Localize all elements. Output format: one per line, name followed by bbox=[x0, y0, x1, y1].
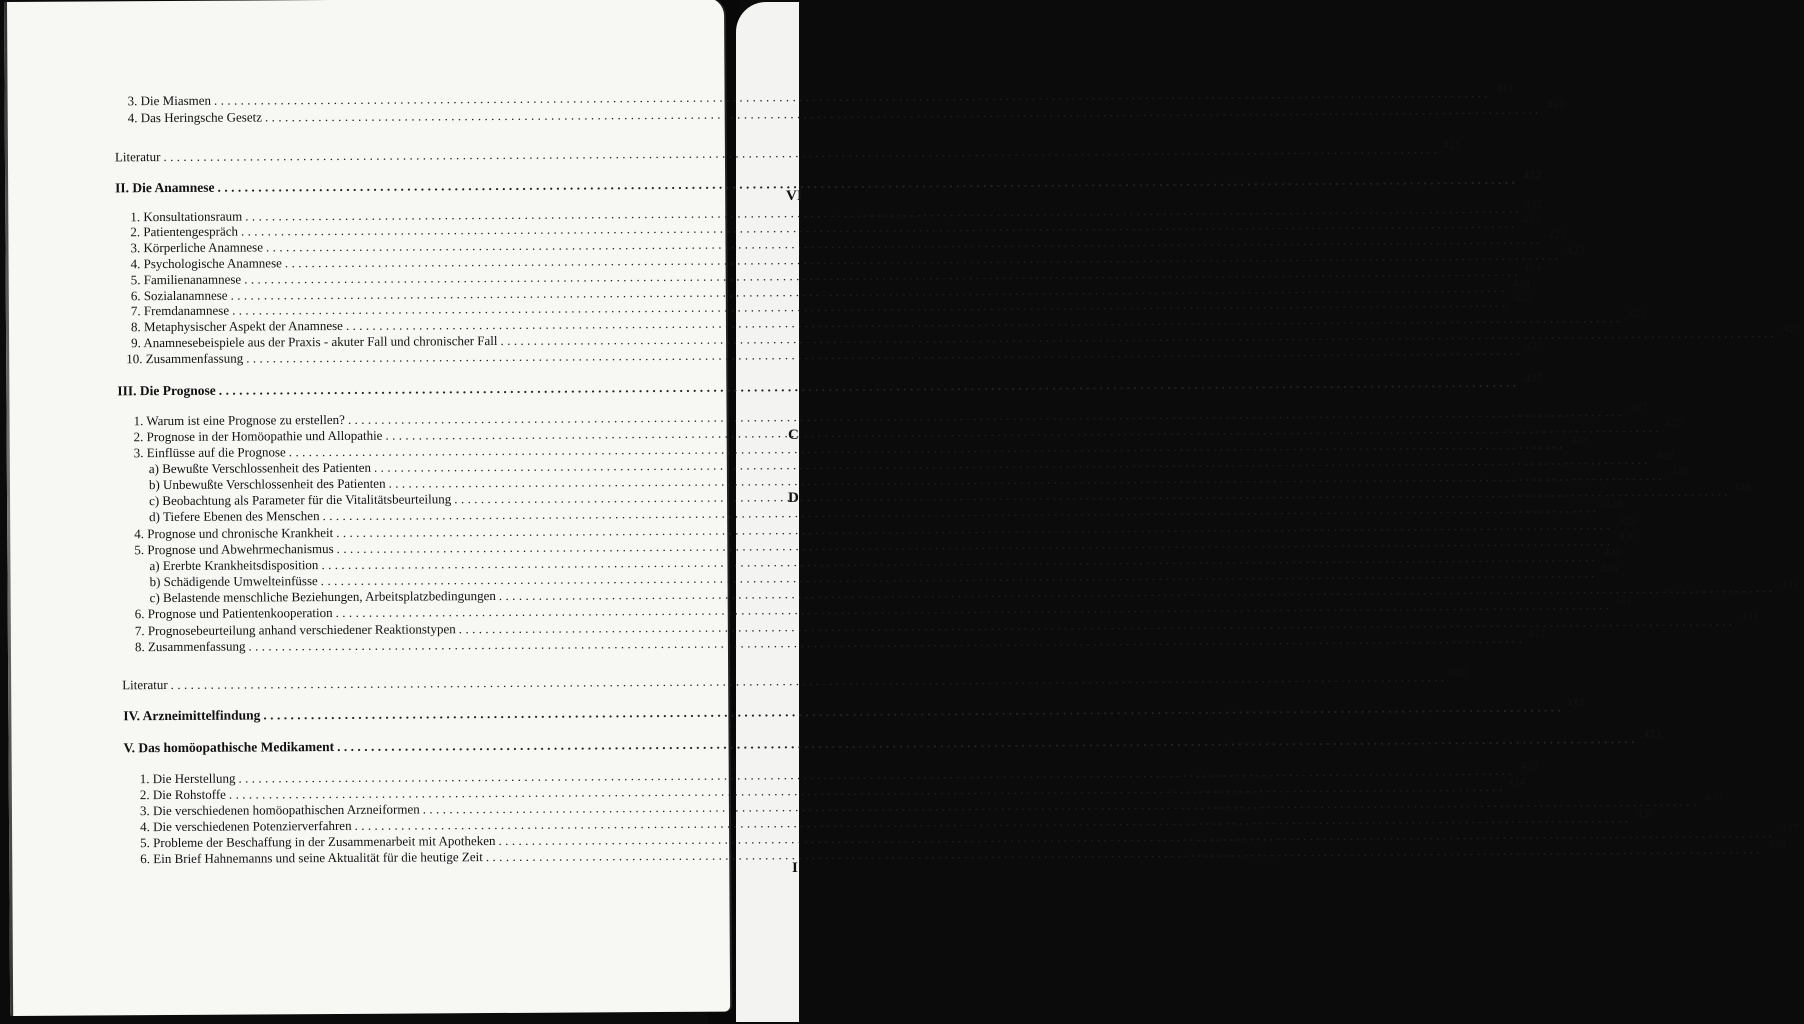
toc-page-number: .438 bbox=[1764, 837, 1786, 852]
toc-entry-title: IV. Arzneimittelfindung bbox=[123, 707, 261, 724]
facing-page-fragment: D bbox=[788, 490, 799, 506]
toc-page-number: .425 bbox=[1624, 305, 1646, 321]
toc-page-number: .429 bbox=[1614, 513, 1636, 528]
toc-page-number: 434 bbox=[1507, 774, 1526, 789]
toc-section-heading bbox=[123, 726, 1661, 757]
toc-page-number: .425 bbox=[1779, 321, 1801, 336]
toc-page-number: .417 bbox=[1492, 80, 1514, 95]
toc-entry-title: 4. Prognose und chronische Krankheit bbox=[134, 524, 334, 542]
toc-entry-title: 5. Probleme der Beschaffung in der Zusammenarbeit mit Apotheken bbox=[140, 833, 496, 851]
toc-entry-title: c) Beobachtung als Parameter für die Vitalitätsbeurteilung bbox=[149, 491, 452, 509]
toc-page-number: .435 bbox=[1701, 789, 1723, 804]
toc-entry-title: 1. Die Herstellung bbox=[139, 770, 236, 787]
toc-page-number: 432 bbox=[1527, 626, 1546, 641]
toc-page-number: .431 bbox=[1777, 576, 1799, 591]
toc-entry-title: c) Belastende menschliche Beziehungen, Arbeitsplatzbedingungen bbox=[149, 588, 496, 606]
toc-entry-title: 3. Einflüsse auf die Prognose bbox=[133, 444, 286, 461]
toc-page-number: 430 bbox=[1599, 561, 1618, 576]
toc-page-number: .428 bbox=[1652, 447, 1674, 462]
toc-page-number: .424 bbox=[1510, 290, 1532, 305]
toc-dot-leader bbox=[171, 669, 1448, 692]
toc-page-number: .422 bbox=[1519, 211, 1541, 226]
toc-dot-leader bbox=[219, 375, 1520, 398]
toc-dot-leader bbox=[263, 699, 1564, 722]
toc-entry-title: Literatur bbox=[122, 677, 168, 693]
toc-page-number: .428 bbox=[1601, 496, 1623, 511]
toc-entry-title: a) Ererbte Krankheitsdisposition bbox=[149, 557, 319, 574]
toc-page-number: .430 bbox=[1600, 545, 1622, 560]
toc-page-number: .433 bbox=[1517, 758, 1539, 773]
toc-section-heading bbox=[117, 370, 1543, 400]
toc-entry-title: III. Die Prognose bbox=[117, 382, 216, 399]
toc-page-number: .428 bbox=[1567, 432, 1589, 447]
toc-dot-leader bbox=[337, 731, 1638, 754]
toc-entry-title: 6. Sozialanamnese bbox=[130, 287, 228, 304]
toc-entry-title: 1. Warum ist eine Prognose zu erstellen? bbox=[133, 411, 345, 429]
book-page bbox=[4, 0, 1801, 1016]
toc-entry-title: 4. Das Heringsche Gesetz bbox=[127, 109, 263, 126]
toc-entry-title: 2. Prognose in der Homöopathie und Allopathie bbox=[133, 427, 383, 445]
toc-entry-title: 5. Prognose und Abwehrmechanismus bbox=[134, 540, 334, 558]
toc-entry-title: 7. Fremdanamnese bbox=[130, 302, 230, 319]
toc-entry bbox=[114, 137, 1461, 166]
toc-page-number: .430 bbox=[1615, 529, 1637, 544]
toc-page-number: 427 bbox=[1524, 338, 1543, 353]
toc-entry bbox=[122, 665, 1468, 694]
toc-entry-title: V. Das homöopathische Medikament bbox=[123, 738, 335, 756]
toc-page-number: 427 bbox=[1664, 415, 1683, 430]
toc-entry-title: 6. Ein Brief Hahnemanns und seine Aktualität für die heutige Zeit bbox=[140, 849, 483, 867]
toc-page-number: 428 bbox=[1732, 479, 1752, 494]
toc-entry-title: II. Die Anamnese bbox=[115, 179, 215, 196]
toc-entry-title: 3. Die verschiedenen homöopathischen Arzneiformen bbox=[139, 801, 420, 819]
toc-page-number: .423 bbox=[1563, 243, 1585, 258]
toc-entry-title: 6. Prognose und Patientenkooperation bbox=[134, 605, 333, 622]
toc-section-heading bbox=[123, 695, 1585, 725]
toc-entry-title: 7. Prognosebeurteilung anhand verschiedener Reaktionstypen bbox=[134, 621, 456, 639]
toc-entry-title: 4. Psychologische Anamnese bbox=[130, 255, 282, 272]
table-of-contents bbox=[4, 0, 1801, 1016]
toc-entry-title: 8. Metaphysischer Aspekt der Anamnese bbox=[130, 317, 343, 335]
toc-entry-title: 9. Anamnesebeispiele aus der Praxis - akuter Fall und chronischer Fall bbox=[131, 332, 498, 351]
facing-page-fragment: C bbox=[788, 427, 799, 443]
toc-page-number: .437 bbox=[1777, 821, 1799, 836]
toc-page-number: .424 bbox=[1509, 275, 1531, 290]
facing-page-fragment: VI bbox=[786, 188, 803, 204]
toc-page-number: 422 bbox=[1523, 196, 1543, 211]
toc-page-number: 424 bbox=[1522, 259, 1541, 274]
toc-page-number: .431 bbox=[1737, 609, 1759, 624]
facing-page-fragment: I bbox=[792, 860, 798, 876]
toc-entry-title: Literatur bbox=[114, 149, 161, 165]
toc-entry-title: 3. Die Miasmen bbox=[127, 92, 212, 109]
toc-entry-title: 8. Zusammenfassung bbox=[134, 638, 246, 655]
toc-entry-title: 4. Die verschiedenen Potenzierverfahren bbox=[139, 817, 352, 835]
toc-dot-leader bbox=[217, 172, 1518, 195]
toc-entry-title: 2. Die Rohstoffe bbox=[139, 786, 226, 803]
toc-entry-title: 1. Konsultationsraum bbox=[130, 208, 243, 225]
toc-page-number: 421 bbox=[1442, 137, 1461, 152]
toc-entry-title: 10. Zusammenfassung bbox=[126, 350, 244, 367]
toc-page-number: .428 bbox=[1667, 463, 1689, 478]
toc-page-number: .427 bbox=[1521, 370, 1543, 385]
toc-entry-title: d) Tiefere Ebenen des Menschen bbox=[149, 508, 320, 525]
toc-page-number: .418 bbox=[1543, 97, 1565, 112]
toc-entry-title: 2. Patientengespräch bbox=[130, 223, 239, 240]
toc-dot-leader bbox=[163, 141, 1440, 164]
toc-page-number: .433 bbox=[1639, 726, 1661, 742]
toc-entry-title: b) Unbewußte Verschlossenheit des Patienten bbox=[148, 475, 386, 493]
toc-page-number: .436 bbox=[1633, 805, 1655, 821]
toc-page-number: .423 bbox=[1544, 227, 1566, 242]
toc-entry-title: 5. Familienanamnese bbox=[130, 271, 242, 288]
toc-entry-title: b) Schädigende Umwelteinfüsse bbox=[149, 573, 318, 590]
toc-page-number: .422 bbox=[1520, 167, 1542, 182]
toc-page-number: 432 bbox=[1566, 695, 1585, 710]
toc-page-number: 432 bbox=[1449, 665, 1468, 680]
toc-entry-title: 3. Körperliche Anamnese bbox=[130, 239, 264, 256]
toc-page-number: .427 bbox=[1626, 399, 1648, 415]
toc-page-number: 431 bbox=[1614, 593, 1633, 608]
toc-entry-title: a) Bewußte Verschlossenheit des Patienten bbox=[148, 459, 372, 477]
